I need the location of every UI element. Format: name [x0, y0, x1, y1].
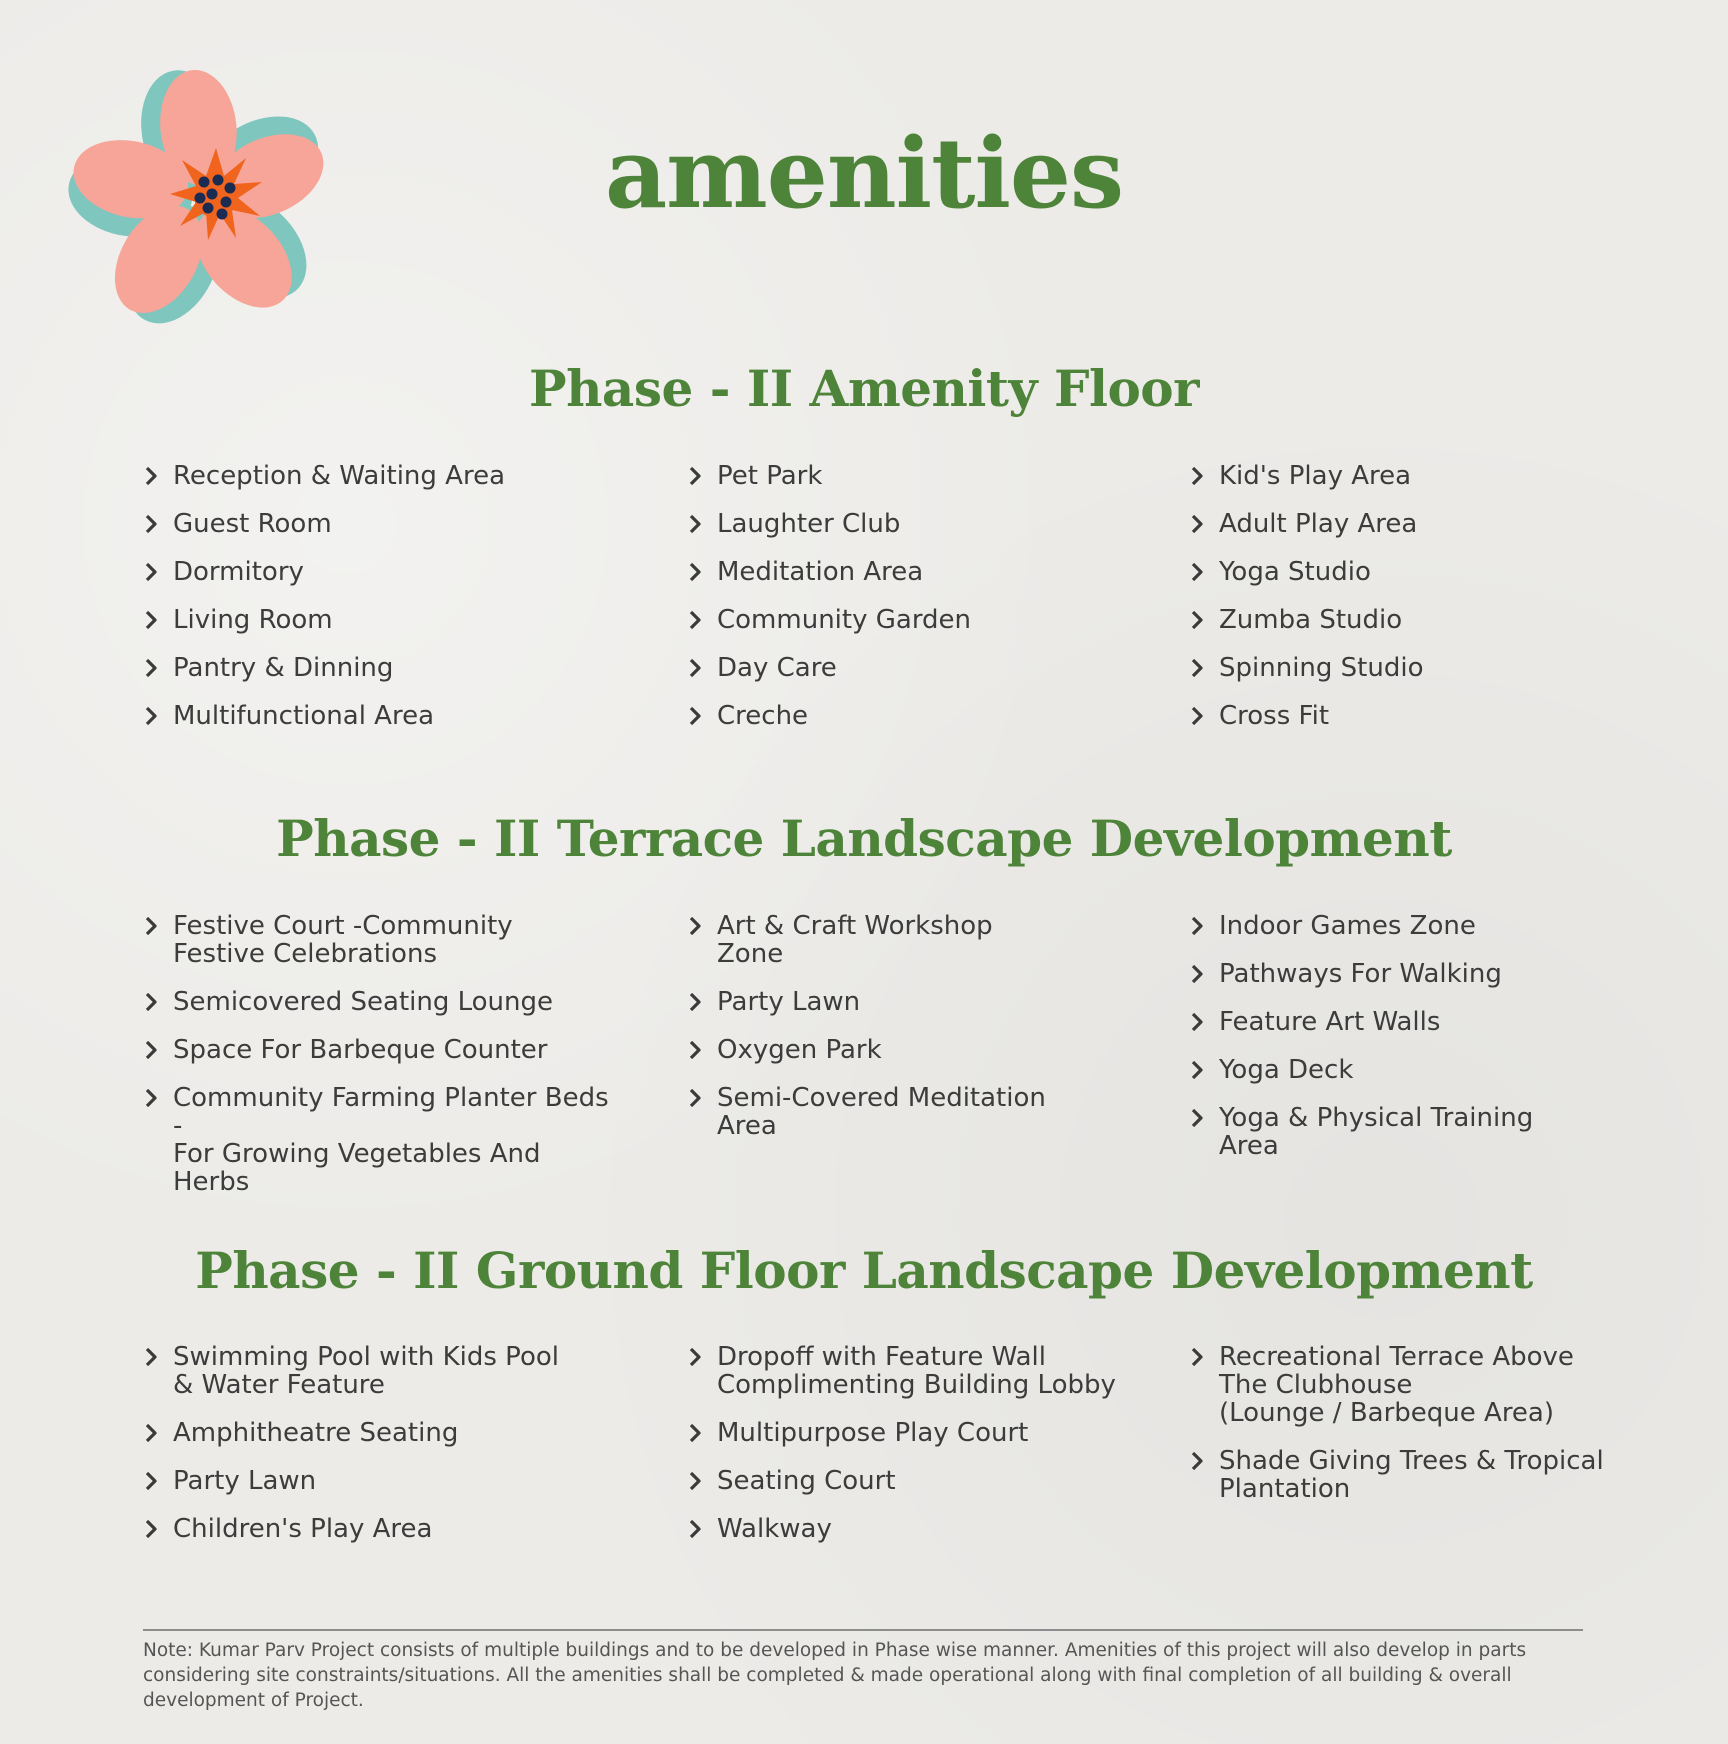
chevron-right-icon — [689, 659, 701, 677]
amenity-list-column — [143, 912, 613, 1216]
amenity-label: Meditation Area — [717, 557, 924, 587]
amenity-list-column — [143, 1343, 613, 1563]
amenity-label: Festive Court -Community — [173, 911, 513, 941]
chevron-right-icon — [689, 1520, 701, 1538]
amenity-label: & Water Feature — [173, 1370, 385, 1400]
amenity-item — [1189, 1008, 1659, 1036]
chevron-right-icon — [145, 1348, 157, 1366]
chevron-right-icon — [689, 467, 701, 485]
amenity-label: Pathways For Walking — [1219, 959, 1502, 989]
amenity-item — [687, 1036, 1157, 1064]
chevron-right-icon — [145, 515, 157, 533]
chevron-right-icon — [145, 1520, 157, 1538]
amenity-label: Space For Barbeque Counter — [173, 1035, 548, 1065]
chevron-right-icon — [145, 611, 157, 629]
chevron-right-icon — [689, 1348, 701, 1366]
amenity-label: Party Lawn — [173, 1466, 317, 1496]
amenity-label: Yoga Deck — [1219, 1055, 1354, 1085]
amenity-label: Oxygen Park — [717, 1035, 882, 1065]
amenity-item — [687, 1084, 1157, 1140]
amenity-label: Dropoff with Feature Wall — [717, 1342, 1046, 1372]
amenity-item — [687, 510, 1157, 538]
amenity-item — [687, 654, 1157, 682]
amenity-list-column — [1189, 912, 1659, 1180]
amenity-item — [687, 912, 1157, 968]
amenity-label: Yoga Studio — [1219, 557, 1371, 587]
amenity-label: Area — [717, 1111, 777, 1141]
amenity-list-column — [1189, 462, 1659, 750]
amenity-label: Community Garden — [717, 605, 972, 635]
amenity-label: Swimming Pool with Kids Pool — [173, 1342, 559, 1372]
chevron-right-icon — [145, 1041, 157, 1059]
amenity-label: Festive Celebrations — [173, 939, 437, 969]
chevron-right-icon — [1191, 707, 1203, 725]
amenity-item — [687, 558, 1157, 586]
amenity-label: Semicovered Seating Lounge — [173, 987, 554, 1017]
amenity-item — [1189, 1447, 1659, 1503]
amenity-label: Adult Play Area — [1219, 509, 1418, 539]
amenity-item — [687, 1515, 1157, 1543]
amenity-label: Amphitheatre Seating — [173, 1418, 459, 1448]
amenity-item — [1189, 912, 1659, 940]
amenity-item — [1189, 960, 1659, 988]
chevron-right-icon — [1191, 659, 1203, 677]
amenity-item — [1189, 654, 1659, 682]
amenity-label: Semi-Covered Meditation — [717, 1083, 1046, 1113]
amenity-item — [1189, 606, 1659, 634]
amenity-label: Indoor Games Zone — [1219, 911, 1476, 941]
amenity-item — [143, 606, 613, 634]
amenity-list-column — [143, 462, 613, 750]
amenity-label: Day Care — [717, 653, 837, 683]
amenity-item — [143, 1419, 613, 1447]
chevron-right-icon — [689, 563, 701, 581]
amenity-item — [143, 1036, 613, 1064]
amenity-item — [143, 988, 613, 1016]
amenity-label: Multifunctional Area — [173, 701, 435, 731]
chevron-right-icon — [145, 1424, 157, 1442]
chevron-right-icon — [1191, 1013, 1203, 1031]
section-heading-ground-floor-landscape: Phase - II Ground Floor Landscape Development — [195, 1241, 1533, 1300]
amenity-list-column — [687, 462, 1157, 750]
chevron-right-icon — [145, 993, 157, 1011]
amenity-label: Multipurpose Play Court — [717, 1418, 1029, 1448]
chevron-right-icon — [689, 1089, 701, 1107]
amenity-item — [1189, 702, 1659, 730]
amenity-item — [143, 1343, 613, 1399]
amenity-item — [687, 462, 1157, 490]
amenity-label: (Lounge / Barbeque Area) — [1219, 1398, 1555, 1428]
amenity-item — [687, 606, 1157, 634]
amenity-label: Spinning Studio — [1219, 653, 1424, 683]
amenity-item — [143, 1515, 613, 1543]
chevron-right-icon — [145, 659, 157, 677]
chevron-right-icon — [689, 1424, 701, 1442]
amenity-item — [143, 510, 613, 538]
amenity-item — [687, 1419, 1157, 1447]
amenity-label: Pet Park — [717, 461, 823, 491]
chevron-right-icon — [1191, 1348, 1203, 1366]
chevron-right-icon — [1191, 1452, 1203, 1470]
amenity-list-column — [687, 912, 1157, 1160]
amenity-list-column — [687, 1343, 1157, 1563]
chevron-right-icon — [689, 515, 701, 533]
chevron-right-icon — [689, 1472, 701, 1490]
amenity-item — [143, 558, 613, 586]
amenity-item — [143, 702, 613, 730]
amenity-label: Community Farming Planter Beds - — [173, 1083, 609, 1141]
amenity-item — [1189, 1104, 1659, 1160]
amenity-item — [687, 1343, 1157, 1399]
chevron-right-icon — [145, 917, 157, 935]
chevron-right-icon — [689, 917, 701, 935]
amenity-item — [143, 912, 613, 968]
footer-note: Note: Kumar Parv Project consists of multiple buildings and to be developed in Phase wise manner. Amenities of this project will also develop in parts considering site constraints/situations. All the amenities shall be completed & made operational along with final completion of all building & overall development of Project. — [143, 1640, 1527, 1711]
chevron-right-icon — [1191, 563, 1203, 581]
amenity-label: Creche — [717, 701, 809, 731]
amenity-item — [143, 1084, 613, 1196]
chevron-right-icon — [145, 563, 157, 581]
amenity-label: Kid's Play Area — [1219, 461, 1412, 491]
chevron-right-icon — [1191, 1109, 1203, 1127]
chevron-right-icon — [145, 1472, 157, 1490]
amenity-label: Cross Fit — [1219, 701, 1330, 731]
chevron-right-icon — [1191, 611, 1203, 629]
section-heading-terrace-landscape: Phase - II Terrace Landscape Development — [276, 809, 1452, 868]
chevron-right-icon — [689, 993, 701, 1011]
amenity-label: Area — [1219, 1131, 1279, 1161]
chevron-right-icon — [1191, 917, 1203, 935]
page-title: amenities — [604, 117, 1124, 230]
amenity-label: Children's Play Area — [173, 1514, 433, 1544]
chevron-right-icon — [1191, 965, 1203, 983]
section-heading-amenity-floor: Phase - II Amenity Floor — [528, 359, 1199, 418]
chevron-right-icon — [145, 467, 157, 485]
chevron-right-icon — [689, 707, 701, 725]
amenity-label: Living Room — [173, 605, 333, 635]
chevron-right-icon — [689, 611, 701, 629]
amenity-item — [1189, 510, 1659, 538]
amenity-label: Reception & Waiting Area — [173, 461, 505, 491]
amenity-label: Guest Room — [173, 509, 332, 539]
amenity-label: Zone — [717, 939, 784, 969]
amenity-item — [143, 1467, 613, 1495]
amenity-label: The Clubhouse — [1219, 1370, 1413, 1400]
amenity-item — [143, 654, 613, 682]
amenity-item — [687, 988, 1157, 1016]
amenity-label: Plantation — [1219, 1474, 1351, 1504]
amenity-item — [1189, 1343, 1659, 1427]
amenity-list-column — [1189, 1343, 1659, 1523]
amenity-item — [143, 462, 613, 490]
amenity-item — [1189, 462, 1659, 490]
amenity-label: Pantry & Dinning — [173, 653, 394, 683]
amenity-label: Recreational Terrace Above — [1219, 1342, 1574, 1372]
amenity-label: Art & Craft Workshop — [717, 911, 993, 941]
amenity-label: Laughter Club — [717, 509, 901, 539]
amenity-label: Walkway — [717, 1514, 832, 1544]
amenity-label: Party Lawn — [717, 987, 861, 1017]
amenity-label: Seating Court — [717, 1466, 896, 1496]
amenity-label: Shade Giving Trees & Tropical — [1219, 1446, 1604, 1476]
amenity-label: Zumba Studio — [1219, 605, 1403, 635]
amenity-item — [1189, 1056, 1659, 1084]
chevron-right-icon — [145, 1089, 157, 1107]
chevron-right-icon — [1191, 515, 1203, 533]
footer-divider — [143, 1629, 1583, 1631]
amenity-item — [687, 1467, 1157, 1495]
amenity-label: Feature Art Walls — [1219, 1007, 1441, 1037]
amenity-label: Complimenting Building Lobby — [717, 1370, 1116, 1400]
chevron-right-icon — [1191, 1061, 1203, 1079]
chevron-right-icon — [689, 1041, 701, 1059]
chevron-right-icon — [1191, 467, 1203, 485]
amenity-label: Dormitory — [173, 557, 304, 587]
amenity-item — [1189, 558, 1659, 586]
amenity-item — [687, 702, 1157, 730]
chevron-right-icon — [145, 707, 157, 725]
amenity-label: For Growing Vegetables And Herbs — [173, 1139, 541, 1197]
amenity-label: Yoga & Physical Training — [1219, 1103, 1534, 1133]
